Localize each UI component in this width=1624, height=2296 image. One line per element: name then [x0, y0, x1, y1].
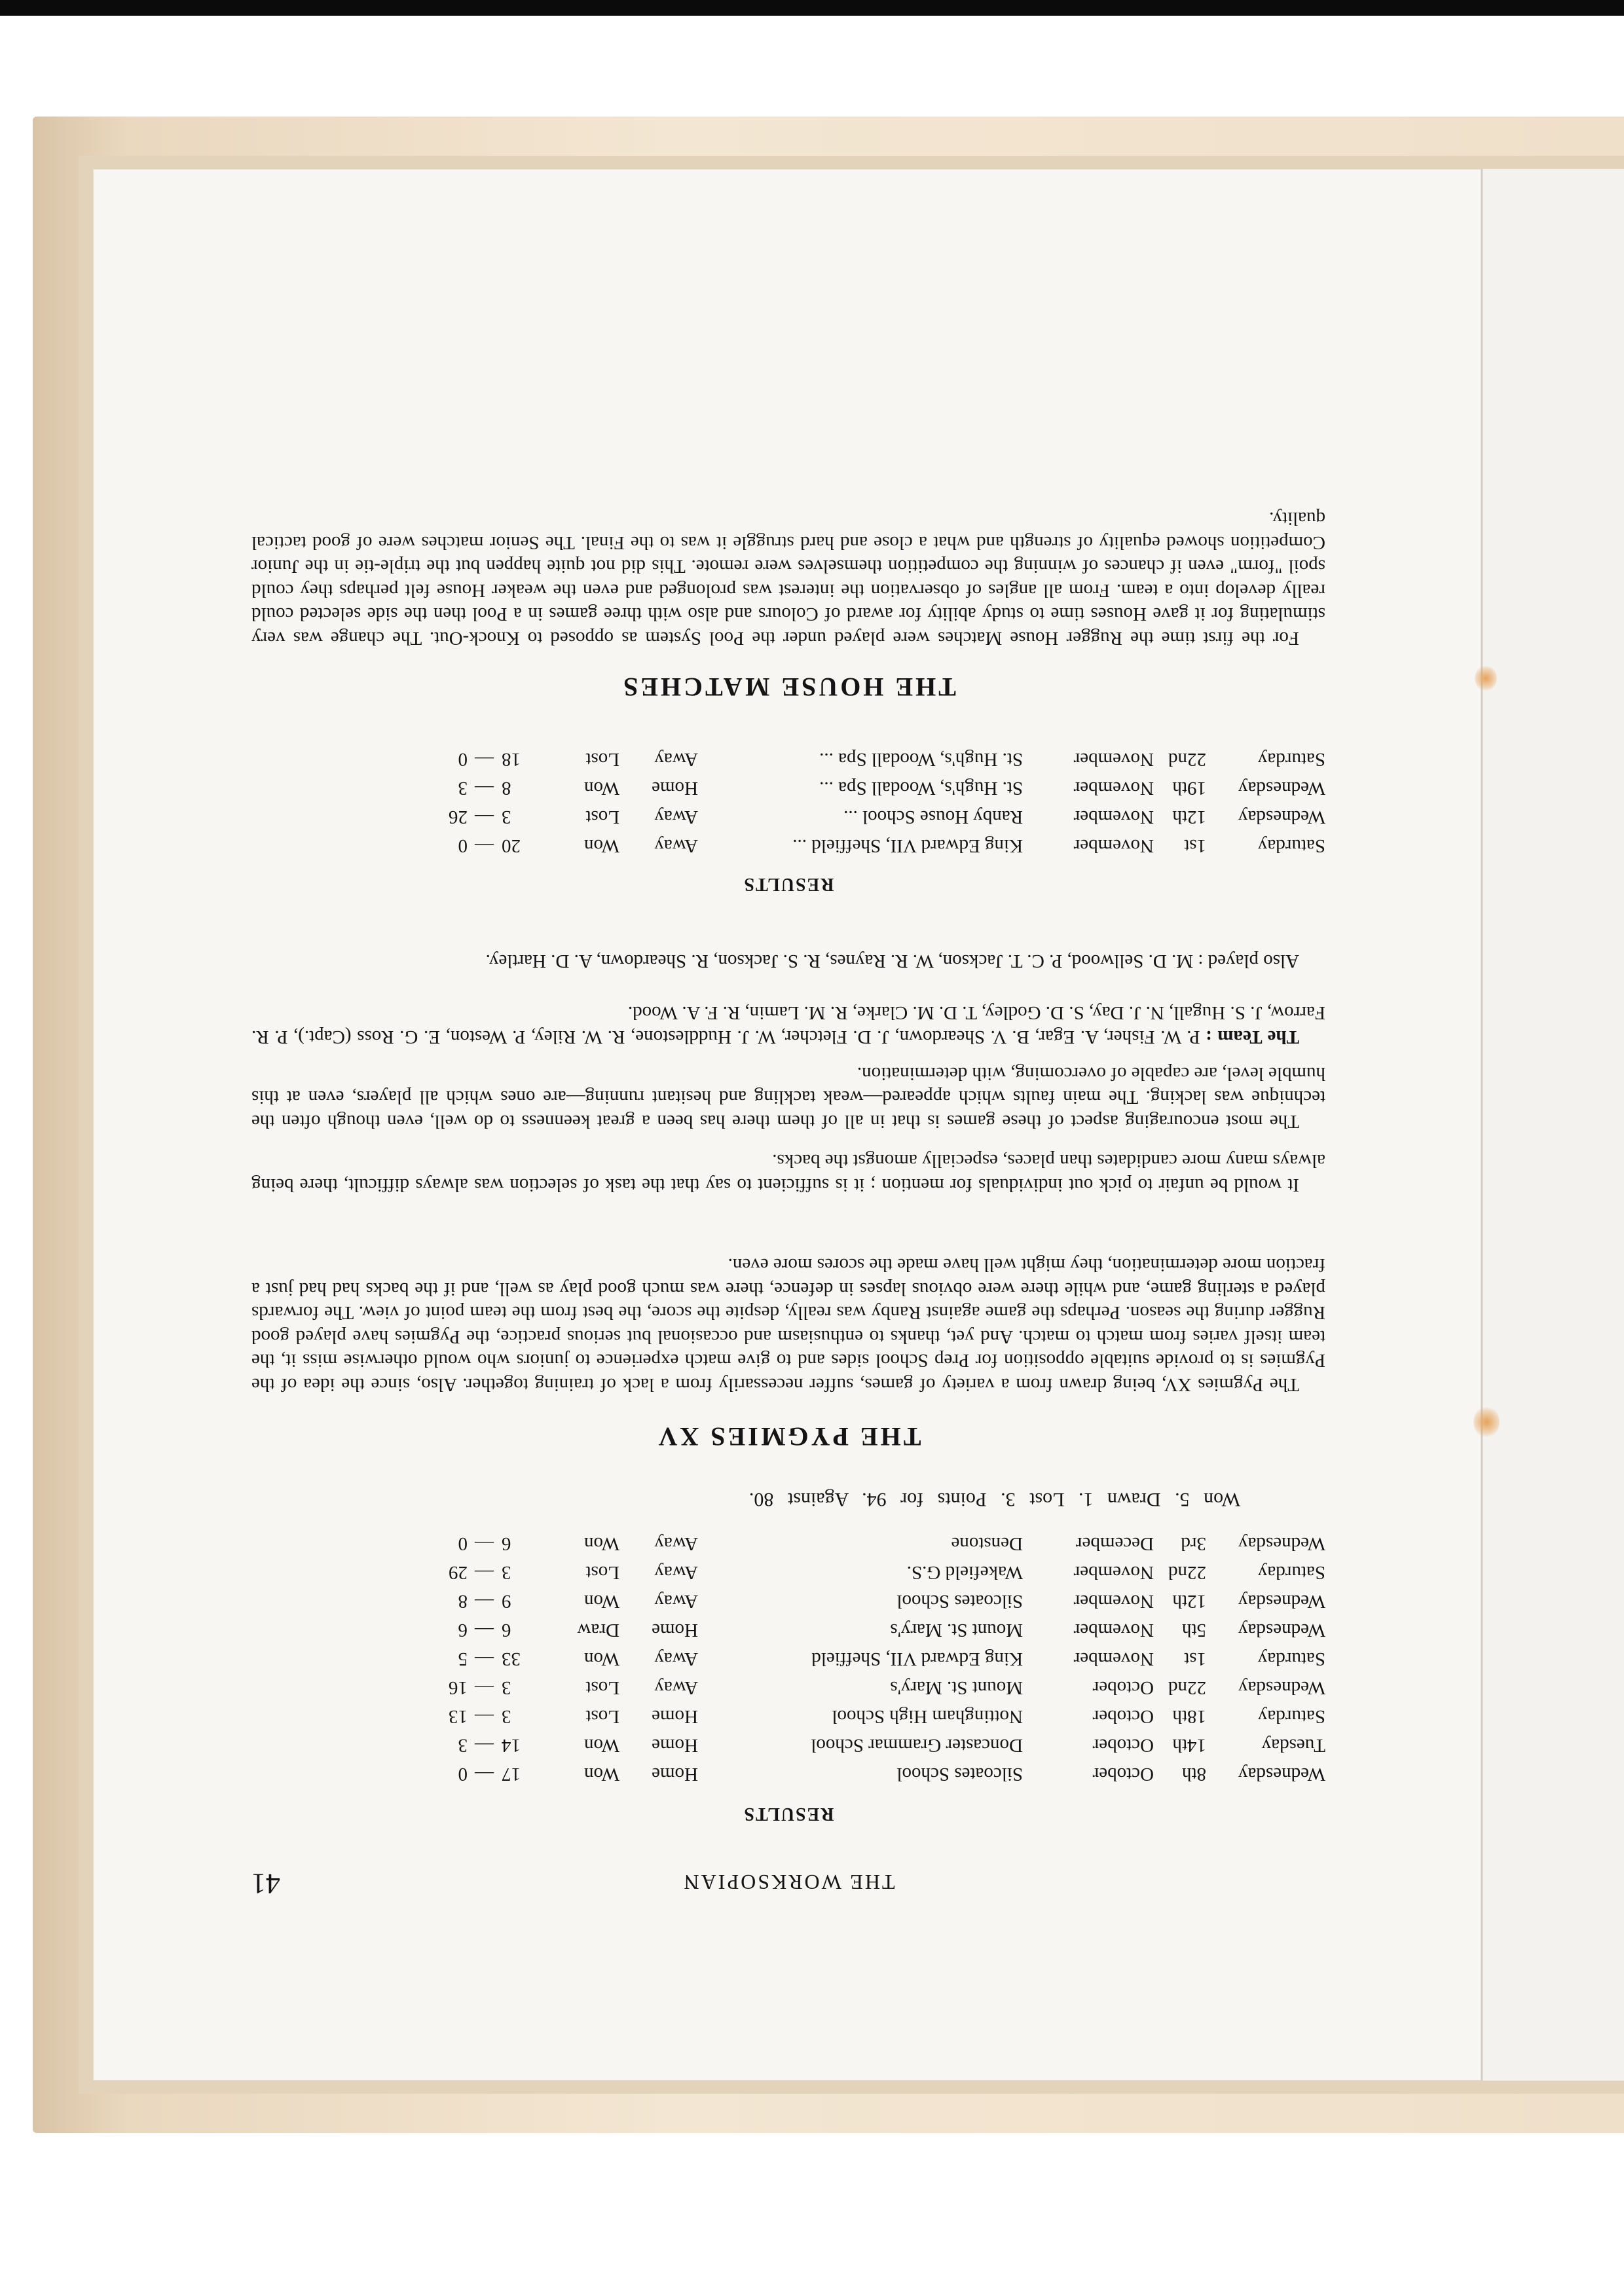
- cell-points-against: 0: [458, 749, 468, 770]
- cell-month: November: [1073, 1620, 1154, 1641]
- cell-day: Wednesday: [1238, 1620, 1325, 1641]
- cell-points-for: 14: [502, 1735, 521, 1756]
- cell-points-for: 6: [502, 1620, 511, 1641]
- cell-day: Wednesday: [1238, 778, 1325, 799]
- cell-venue: Away: [654, 749, 698, 770]
- cell-points-against: 6: [458, 1620, 468, 1641]
- score-dash: —: [475, 807, 494, 828]
- first-xv-results-heading: RESULTS: [743, 1804, 834, 1824]
- cell-venue: Away: [654, 1591, 698, 1612]
- pygmies-results-table: [251, 745, 1325, 860]
- score-dash: —: [475, 778, 494, 799]
- cell-day: Saturday: [1257, 1649, 1325, 1669]
- cell-venue: Home: [652, 1764, 698, 1785]
- cell-opponent: Silcoates School: [896, 1764, 1023, 1785]
- cell-day: Saturday: [1257, 749, 1325, 770]
- cell-points-against: 0: [458, 1533, 468, 1554]
- cell-opponent: King Edward VII, Sheffield ...: [792, 835, 1023, 856]
- cell-points-for: 17: [502, 1764, 521, 1785]
- score-dash: —: [475, 1735, 494, 1756]
- cell-venue: Home: [652, 1620, 698, 1641]
- pygmies-results-heading: RESULTS: [743, 874, 834, 894]
- cell-result: Lost: [585, 749, 619, 770]
- table-row: [251, 1673, 1325, 1702]
- adjacent-page-edge: [1481, 169, 1624, 2081]
- pygmies-paragraph: The most encouraging aspect of these games is that in all of them there has been a great keenness to do well, even though often the technique was lacking. The main faults which appeared—weak tackling and hesitant running—are ones which all players, even at this humble level, are capable of overcoming, with determination.: [251, 1063, 1325, 1132]
- cell-opponent: Nottingham High School: [832, 1706, 1023, 1727]
- cell-date: 1st: [1184, 835, 1206, 856]
- cell-points-against: 26: [449, 807, 468, 828]
- page-number: 41: [251, 1868, 280, 1900]
- table-row: [251, 1702, 1325, 1731]
- cell-result: Lost: [585, 807, 619, 828]
- cell-date: 19th: [1172, 778, 1206, 799]
- cell-points-for: 3: [502, 807, 511, 828]
- pygmies-heading: THE PYGMIES XV: [655, 1422, 921, 1451]
- cell-day: Wednesday: [1238, 807, 1325, 828]
- table-row: [251, 1587, 1325, 1616]
- cell-month: December: [1075, 1533, 1154, 1554]
- cell-month: October: [1092, 1706, 1154, 1727]
- rotated-page-content: [93, 169, 1481, 2081]
- cell-points-against: 0: [458, 835, 468, 856]
- first-xv-results-table: [251, 1529, 1325, 1789]
- table-row: [251, 1760, 1325, 1789]
- cell-month: October: [1092, 1677, 1154, 1698]
- cell-date: 14th: [1172, 1735, 1206, 1756]
- cell-opponent: Mount St. Mary's: [890, 1620, 1023, 1641]
- cell-venue: Away: [654, 1649, 698, 1669]
- cell-points-against: 16: [449, 1677, 468, 1698]
- also-played-label: Also played :: [1198, 951, 1299, 972]
- cell-day: Saturday: [1257, 1706, 1325, 1727]
- table-row: [251, 1529, 1325, 1558]
- cell-day: Wednesday: [1238, 1591, 1325, 1612]
- cell-points-against: 5: [458, 1649, 468, 1669]
- cell-day: Wednesday: [1238, 1533, 1325, 1554]
- cell-points-for: 8: [502, 778, 511, 799]
- cell-venue: Home: [652, 1706, 698, 1727]
- cell-result: Won: [583, 835, 619, 856]
- cell-points-against: 8: [458, 1591, 468, 1612]
- score-dash: —: [475, 1677, 494, 1698]
- house-matches-paragraph: For the first time the Rugger House Matches were played under the Pool System as opposed to Knock-Out. The change was very stimulating for it gave Houses time to study ability for award of Colours and also with three games in a Pool then the side selected could really develop into a team. From all angles of observation the interest was prolonged and even the weaker House felt perhaps they could spoil "form" even if chances of winning the competition themselves were remote. This did not quite happen but the triple-tie in the Junior Competition showed equality of strength and what a close and hard struggle it was to the Final. The Senior matches were of good tactical quality.: [251, 508, 1325, 649]
- cell-month: November: [1073, 1649, 1154, 1669]
- cell-month: October: [1092, 1735, 1154, 1756]
- cell-result: Lost: [585, 1677, 619, 1698]
- running-head: [251, 1861, 1325, 1901]
- cell-day: Wednesday: [1238, 1764, 1325, 1785]
- cell-opponent: Doncaster Grammar School: [811, 1735, 1023, 1756]
- cell-month: November: [1073, 778, 1154, 799]
- cell-points-for: 3: [502, 1706, 511, 1727]
- cell-points-against: 3: [458, 778, 468, 799]
- cell-day: Tuesday: [1261, 1735, 1325, 1756]
- cell-date: 22nd: [1168, 1677, 1206, 1698]
- score-dash: —: [475, 1706, 494, 1727]
- cell-date: 5th: [1181, 1620, 1206, 1641]
- cell-venue: Away: [654, 807, 698, 828]
- table-row: [251, 774, 1325, 803]
- cell-day: Wednesday: [1238, 1677, 1325, 1698]
- cell-opponent: Denstone: [951, 1533, 1023, 1554]
- cell-date: 22nd: [1168, 1562, 1206, 1583]
- cell-venue: Away: [654, 835, 698, 856]
- cell-points-against: 3: [458, 1735, 468, 1756]
- score-dash: —: [475, 1591, 494, 1612]
- cell-date: 1st: [1184, 1649, 1206, 1669]
- score-dash: —: [475, 1533, 494, 1554]
- pygmies-paragraph: It would be unfair to pick out individuals for mention ; it is sufficient to say that the task of selection was always difficult, there being always many more candidates than places, especially amongst the backs.: [251, 1150, 1325, 1195]
- cell-points-for: 33: [502, 1649, 521, 1669]
- score-dash: —: [475, 1562, 494, 1583]
- cell-result: Lost: [585, 1706, 619, 1727]
- cell-month: November: [1073, 1562, 1154, 1583]
- score-dash: —: [475, 749, 494, 770]
- cell-result: Won: [583, 1533, 619, 1554]
- cell-date: 12th: [1172, 1591, 1206, 1612]
- cell-day: Saturday: [1257, 1562, 1325, 1583]
- cell-points-for: 6: [502, 1533, 511, 1554]
- house-matches-heading: THE HOUSE MATCHES: [621, 672, 956, 702]
- table-row: [251, 803, 1325, 831]
- season-summary: Won 5. Drawn 1. Lost 3. Points for 94. Against 80.: [748, 1489, 1240, 1510]
- table-row: [251, 1558, 1325, 1587]
- cell-opponent: Mount St. Mary's: [890, 1677, 1023, 1698]
- cell-points-for: 3: [502, 1562, 511, 1583]
- team-list: [251, 1001, 1325, 1049]
- cell-date: 3rd: [1181, 1533, 1206, 1554]
- score-dash: —: [475, 1764, 494, 1785]
- publication-title: THE WORKSOPIAN: [682, 1870, 895, 1894]
- cell-points-against: 13: [449, 1706, 468, 1727]
- cell-date: 8th: [1181, 1764, 1206, 1785]
- score-dash: —: [475, 835, 494, 856]
- table-row: [251, 1616, 1325, 1645]
- table-row: [251, 745, 1325, 774]
- table-row: [251, 831, 1325, 860]
- cell-opponent: King Edward VII, Sheffield: [811, 1649, 1023, 1669]
- cell-opponent: St. Hugh's, Woodall Spa ...: [819, 749, 1023, 770]
- cell-points-for: 18: [502, 749, 521, 770]
- cell-date: 12th: [1172, 807, 1206, 828]
- cell-result: Won: [583, 1764, 619, 1785]
- cell-month: November: [1073, 835, 1154, 856]
- cell-venue: Home: [652, 778, 698, 799]
- table-row: [251, 1645, 1325, 1673]
- cell-result: Lost: [585, 1562, 619, 1583]
- pygmies-paragraph: The Pygmies XV, being drawn from a variety of games, suffer necessarily from a lack of training together. Also, since the idea of the Pygmies is to provide suitable opposition for Prep School sides and to give match experience to juniors who would otherwise miss it, the team itself varies from match to match. And yet, thanks to enthusiasm and occasional but serious practice, the Pygmies have played good Rugger during the season. Perhaps the game against Ranby was really, despite the score, the best from the team point of view. The forwards played a sterling game, and while there were obvious lapses in defence, there was much good play as well, and if the backs had had just a fraction more determination, they might well have made the scores more even.: [251, 1254, 1325, 1395]
- cell-points-for: 20: [502, 835, 521, 856]
- team-members: P. W. Fisher, A. Egar, B. V. Sheardown, J. D. Fletcher, W. J. Huddlestone, R. W. Riley, P. Weston, E. G. Ross (Capt.), P. R. Farrow, J. S. Hugall, N. J. Day, S. D. Godley, T. D. M. Clarke, R. M. Lamin, R. F. A. Wood.: [251, 1002, 1325, 1048]
- table-row: [251, 1731, 1325, 1760]
- cell-venue: Away: [654, 1562, 698, 1583]
- cell-month: November: [1073, 749, 1154, 770]
- cell-opponent: St. Hugh's, Woodall Spa ...: [819, 778, 1023, 799]
- cell-opponent: Ranby House School ...: [843, 807, 1023, 828]
- also-played-members: M. D. Sellwood, P. C. T. Jackson, W. R. Raynes, R. S. Jackson, R. Sheardown, A. D. Hartley.: [485, 951, 1194, 972]
- cell-result: Draw: [577, 1620, 619, 1641]
- cell-month: October: [1092, 1764, 1154, 1785]
- score-dash: —: [475, 1620, 494, 1641]
- cell-date: 18th: [1172, 1706, 1206, 1727]
- cell-venue: Away: [654, 1677, 698, 1698]
- cell-month: November: [1073, 807, 1154, 828]
- also-played-list: [251, 949, 1325, 974]
- cell-points-against: 0: [458, 1764, 468, 1785]
- cell-date: 22nd: [1168, 749, 1206, 770]
- cell-result: Won: [583, 1649, 619, 1669]
- cell-points-for: 3: [502, 1677, 511, 1698]
- cell-opponent: Wakefield G.S.: [906, 1562, 1023, 1583]
- team-label: The Team :: [1206, 1027, 1299, 1048]
- cell-result: Won: [583, 1735, 619, 1756]
- cell-venue: Home: [652, 1735, 698, 1756]
- cell-venue: Away: [654, 1533, 698, 1554]
- cell-result: Won: [583, 1591, 619, 1612]
- cell-points-against: 29: [449, 1562, 468, 1583]
- cell-day: Saturday: [1257, 835, 1325, 856]
- cell-opponent: Silcoates School: [896, 1591, 1023, 1612]
- cell-points-for: 9: [502, 1591, 511, 1612]
- cell-month: November: [1073, 1591, 1154, 1612]
- cell-result: Won: [583, 778, 619, 799]
- scanner-top-edge: [0, 0, 1624, 16]
- score-dash: —: [475, 1649, 494, 1669]
